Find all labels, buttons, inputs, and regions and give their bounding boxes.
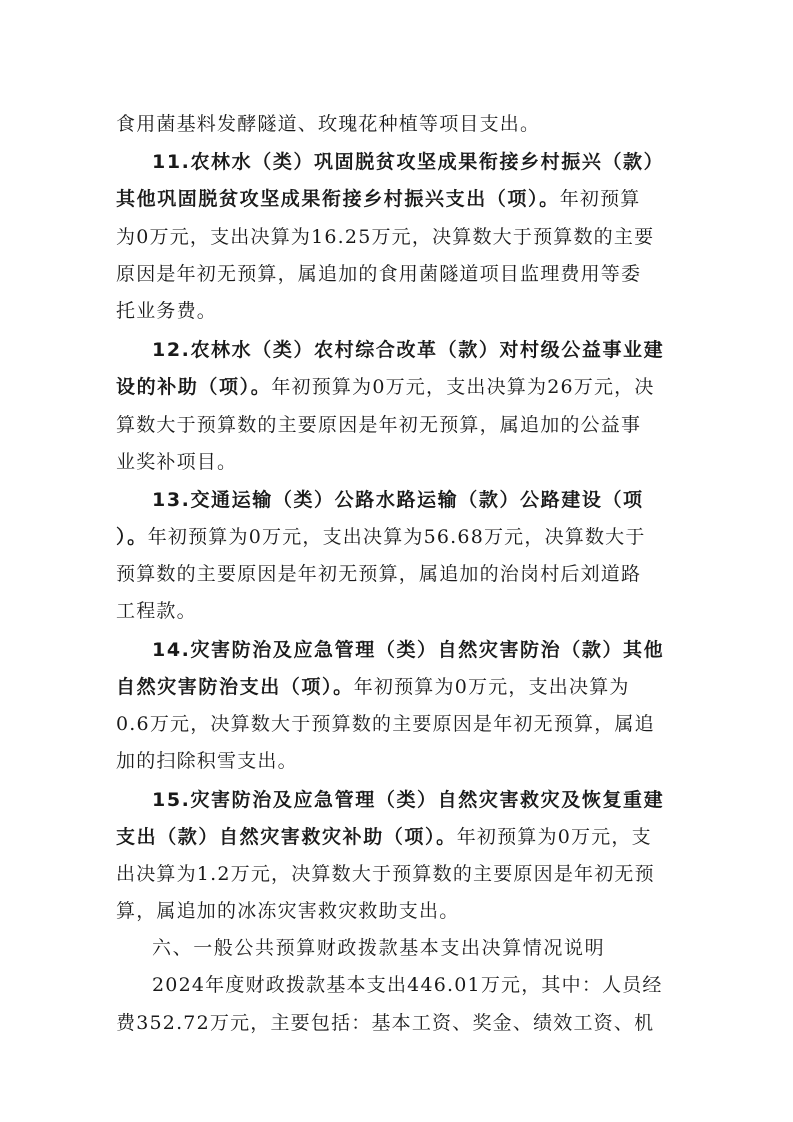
item-14-line-3: 0.6万元，决算数大于预算数的主要原因是年初无预算，属追 [116,713,655,735]
item-13-line-4: 工程款。 [116,600,197,622]
basic-expense-line-1: 2024年度财政拨款基本支出446.01万元，其中：人员经 [152,974,663,996]
item-12-line-4: 业奖补项目。 [116,451,238,473]
section-6-heading: 六、一般公共预算财政拨款基本支出决算情况说明 [152,937,606,959]
basic-expense-line-2: 费352.72万元，主要包括：基本工资、奖金、绩效工资、机 [116,1012,655,1034]
item-12-line-2: 设的补助（项）。年初预算为0万元，支出决算为26万元，决 [116,376,655,398]
item-14-line-2: 自然灾害防治支出（项）。年初预算为0万元，支出决算为 [116,676,630,698]
item-14-title-line-1: 14.灾害防治及应急管理（类）自然灾害防治（款）其他 [152,639,665,661]
item-11-line-3: 为0万元，支出决算为16.25万元，决算数大于预算数的主要 [116,226,655,248]
item-13-title-line-1: 13.交通运输（类）公路水路运输（款）公路建设（项 [152,489,644,511]
item-12-line-3: 算数大于预算数的主要原因是年初无预算，属追加的公益事 [116,414,642,436]
item-11-line-2: 其他巩固脱贫攻坚成果衔接乡村振兴支出（项）。年初预算 [116,188,641,210]
item-14-line-4: 加的扫除积雪支出。 [116,750,298,772]
item-11-line-4: 原因是年初无预算，属追加的食用菌隧道项目监理费用等委 [116,263,642,285]
item-11-line-5: 托业务费。 [116,300,218,322]
item-13-line-3: 预算数的主要原因是年初无预算，属追加的治岗村后刘道路 [116,563,642,585]
item-15-line-4: 算，属追加的冰冻灾害救灾救助支出。 [116,900,460,922]
item-15-title-line-1: 15.灾害防治及应急管理（类）自然灾害救灾及恢复重建 [152,789,665,811]
item-12-title-line-1: 12.农林水（类）农村综合改革（款）对村级公益事业建 [152,339,665,361]
text-line: 食用菌基料发酵隧道、玫瑰花种植等项目支出。 [116,113,541,135]
item-13-line-2: ）。年初预算为0万元，支出决算为56.68万元，决算数大于 [116,526,646,548]
item-15-line-3: 出决算为1.2万元，决算数大于预算数的主要原因是年初无预 [116,863,655,885]
item-15-line-2: 支出（款）自然灾害救灾补助（项）。年初预算为0万元，支 [116,826,652,848]
item-11-title-line-1: 11.农林水（类）巩固脱贫攻坚成果衔接乡村振兴（款） [152,151,665,173]
